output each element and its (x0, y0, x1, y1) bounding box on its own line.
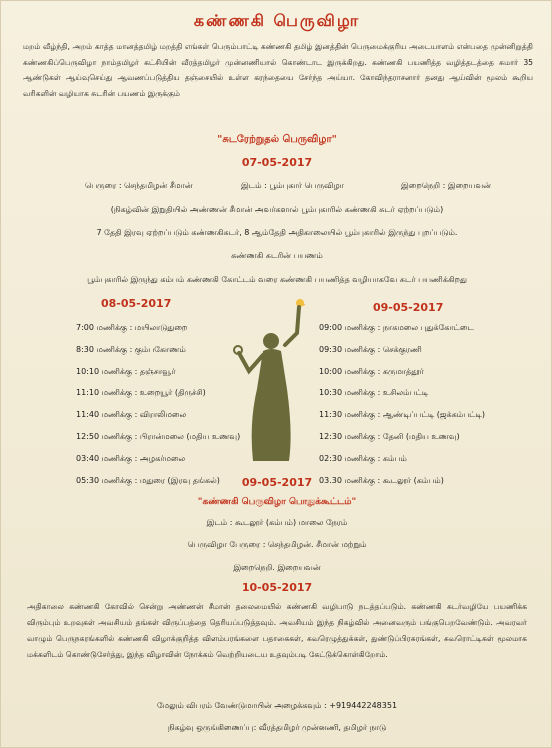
poster-title: கண்ணகி பெருவிழா (193, 11, 361, 30)
date-1: 07-05-2017 (241, 156, 313, 169)
intro-paragraph: மறம் வீழ்ந்தி, அறம் காத்த மானத்தமிழ் மறத்தி எங்கள் பெரும்பாட்டி கண்ணகி தமிழ் இனத்தின் பெருமைக்குரிய அடையாளம் என்பதை முன்னிறுத்தி கண்ணகிப்பெருவிழா நாம்தமிழர் கட்சியின் வீரத்தமிழர் முன்னணியால் கொண்டாட இருக்கிறது. கண்ணகி பயணித்த வழித்தடத்தை சுமார் 35 ஆண்டுகள் ஆய்வுசெய்து ஆவணப்படுத்திய தஞ்சையில் உள்ள கரந்தையை சேர்ந்த அய்யா. கோவிந்தராசனார் தனது ஆய்வின் மூலம் கூறிய வரிகளின் வழியாக சுடரின் பயணம் இருக்கும் (23, 42, 533, 98)
list-item: 03.30 மணிக்கு : கூடலூர் (கம்பம்) (319, 475, 444, 485)
list-item: 09:00 மணிக்கு : நாகமலை புதுக்கோட்டை (319, 323, 474, 332)
meeting-venue: இடம் : கூடலூர் (கம்பம்) மாலை நேரம் (206, 518, 348, 527)
list-item: 11:10 மணிக்கு : உறையூர் (திருச்சி) (76, 388, 206, 398)
contact-line: மேலும் விபரம் வேண்டுமாயின் அழைக்கவும் : +919442248351 (156, 701, 398, 710)
right-date: 09-05-2017 (373, 301, 444, 314)
list-item: 10:30 மணிக்கு : உசிலம்பட்டி (319, 388, 429, 398)
festival-heading: "சுடரேற்றுதல் பெருவிழா" (217, 134, 337, 145)
list-item: 12:30 மணிக்கு : தேனி (மதிய உணவு) (319, 431, 460, 441)
list-item: 7:00 மணிக்கு : மயிலாடுதுறை (76, 323, 188, 332)
left-date: 08-05-2017 (101, 297, 172, 310)
list-item: 03:40 மணிக்கு : அழகர்மலை (76, 453, 186, 463)
list-item: 10:00 மணிக்கு : கருமாத்தூர் (319, 366, 424, 376)
journey-heading: கண்ணகி சுடரின் பயணம் (231, 251, 323, 260)
list-item: 11:40 மணிக்கு : விராலிமலை (76, 410, 187, 420)
venue: இடம் : பூம்புகார் பெருவிழா (241, 181, 344, 190)
list-item: 8:30 மணிக்கு : கும்பகோணம் (76, 344, 186, 354)
list-item: 11:30 மணிக்கு : ஆண்டிப்பட்டி (ஜக்கம்பட்டி) (319, 410, 486, 420)
meeting-heading: "கண்ணகி பெருவிழா பொதுக்கூட்டம்" (197, 497, 357, 507)
final-paragraph: அதிகாலை கண்ணகி கோவில் சென்று அண்ணன் சீமான் தலைமையில் கண்ணகி வழிபாடு நடத்தப்படும். கண்ணகி சுடர்வழியே பயணிக்க விரும்பும் உறவுகள் அவசியம் தங்கள் விருப்பத்தை தெரியப்படுத்தவும். அவசியம் இந்த நிகழ்வில் அனைவரும் பங்குபெறவேண்டும். அவரவர் வாழும் பெருநகரங்களில் கண்ணகி விழாக்குறித்த விளம்பரங்களை பதாகைகள், சுவரெழுத்துக்கள், துண்டுப்பிரசுரங்கள், சுவரொட்டிகள் மூலமாக மக்களிடம் கொண்டுசேர்த்து, இந்த விழாவின் நோக்கம் வெற்றியடைய உதவும்படி கேட்டுக்கொள்கிறோம். (27, 602, 527, 659)
meeting-chief: பெருவிழா பேருரை : செந்தமிழன். சீமான் மற்றும் (187, 540, 367, 549)
list-item: 12:50 மணிக்கு : பிரான்மலை (மதிய உணவு) (76, 431, 241, 441)
prayer: இறைநெறி : இறையவன் (401, 181, 491, 190)
date-3: 10-05-2017 (241, 581, 313, 594)
night-note: 7 தேதி இரவு ஏற்றப்படும் கண்ணகிசுடர், 8 ஆம்தேதி அதிகாலையில் பூம்புகாரில் இருந்து புறப்படும். (96, 228, 458, 237)
list-item: 10:10 மணிக்கு : தஞ்சாவூர் (76, 366, 176, 376)
organizer-line: நிகழ்வு ஒருங்கிணைப்பு: வீரத்தமிழர் முன்னணி, தமிழர் நாடு (167, 723, 387, 732)
list-item: 05:30 மணிக்கு : மதுரை (இரவு தங்கல்) (76, 475, 220, 485)
list-item: 02:30 மணிக்கு : கம்பம் (319, 453, 407, 463)
journey-description: பூம்புகாரில் இருந்து கம்பம் கண்ணகி கோட்டம் வரை கண்ணகி பயணித்த வழியாகவே சுடர் பயணிக்கிறது (87, 275, 467, 284)
kannagi-silhouette-icon (223, 293, 323, 463)
date-2: 09-05-2017 (241, 476, 313, 489)
right-schedule (319, 317, 539, 491)
list-item: 09:30 மணிக்கு : செக்குரணி (319, 344, 422, 354)
chief-guest: பெருரை : செந்தமிழன் சீமான் (85, 181, 193, 190)
meeting-prayer: இறைநெறி. இறையவன் (233, 563, 321, 572)
lamp-note: (நிகழ்வின் இறுதியில் அண்ணன் சீமான் அவர்களால் பூம்புகாரில் கண்ணகி சுடர் ஏற்றப்படும்) (110, 205, 444, 214)
